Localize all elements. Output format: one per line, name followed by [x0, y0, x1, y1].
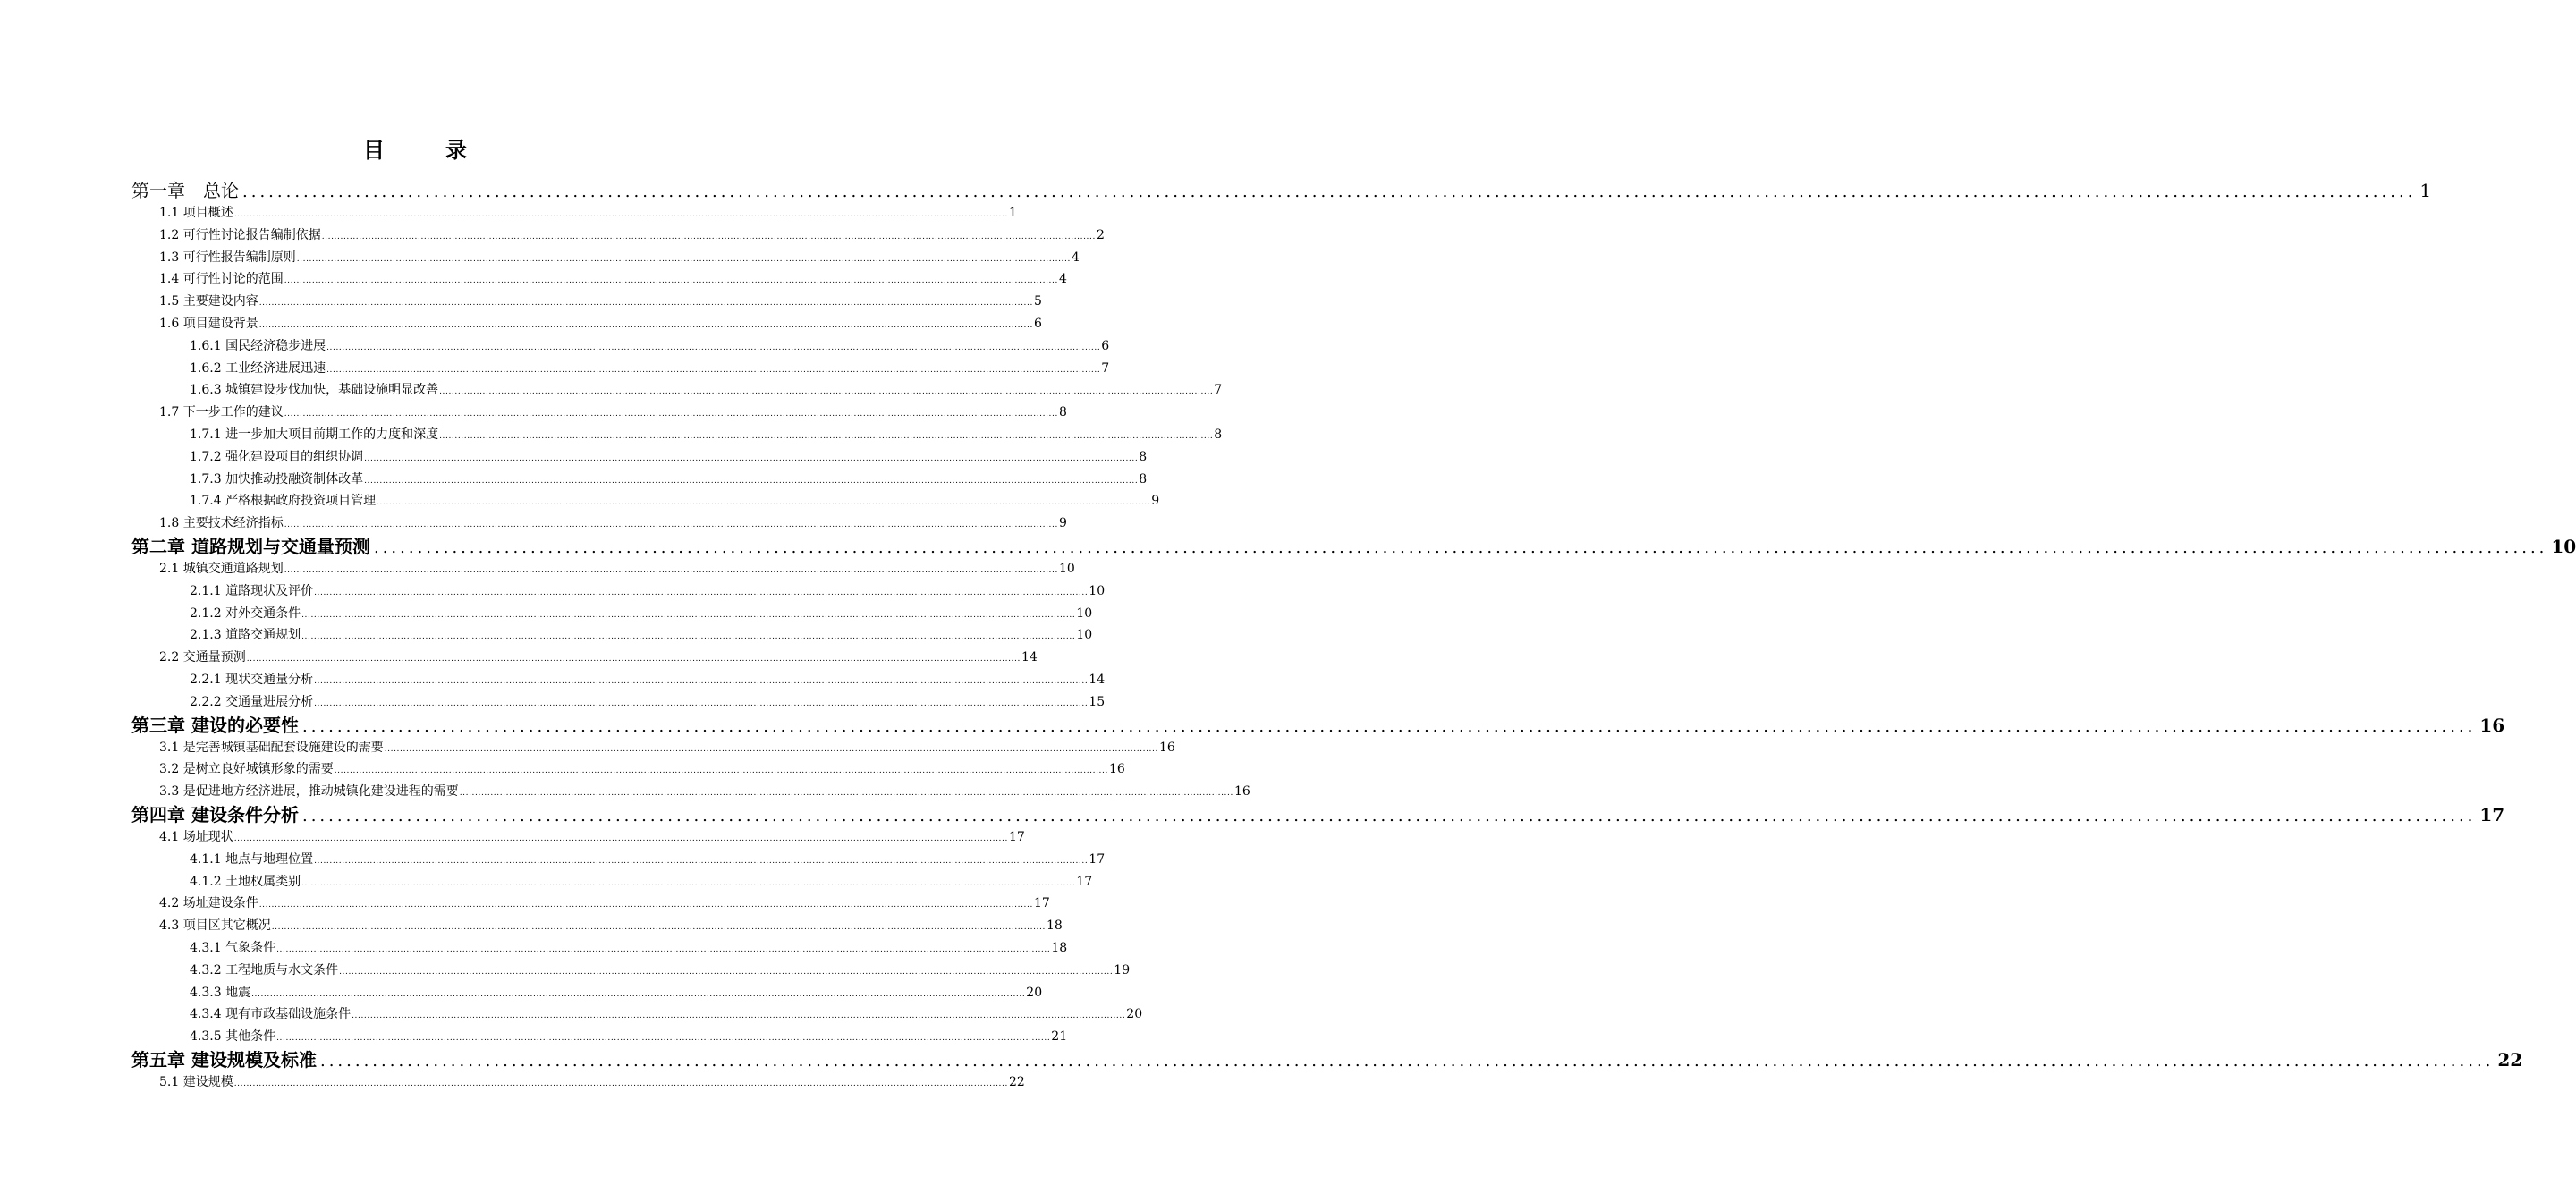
toc-entry[interactable]: [0, 424, 1223, 446]
toc-leader-dots: ..........................................................................................................................................................................................................................................................: [334, 766, 1108, 776]
toc-page-number: 17: [1089, 851, 1106, 867]
toc-entry-title: 1.2 可行性讨论报告编制依据: [159, 227, 321, 242]
toc-entry[interactable]: [0, 179, 2432, 202]
toc-page-number: 20: [1126, 1007, 1143, 1022]
toc-entry-title: 1.3 可行性报告编制原则: [159, 250, 296, 265]
toc-entry[interactable]: [0, 580, 1106, 603]
toc-title: 目 录: [363, 137, 487, 163]
toc-entry-title: 4.1.1 地点与地理位置: [190, 851, 314, 867]
toc-page-number: 2: [1096, 227, 1105, 242]
toc-page-number: 15: [1089, 694, 1106, 709]
toc-entry[interactable]: [0, 379, 1223, 402]
toc-leader-dots: ..........................................................................................................................................................................................................................................................: [284, 410, 1058, 419]
toc-entry-title: 第二章 道路规划与交通量预测: [131, 535, 370, 557]
toc-entry[interactable]: [0, 960, 1131, 982]
toc-entry[interactable]: [0, 535, 2576, 558]
toc-entry[interactable]: [0, 781, 1250, 803]
toc-entry[interactable]: [0, 512, 1067, 535]
toc-entry[interactable]: [0, 1048, 2523, 1071]
toc-leader-dots: ..........................................................................................................................................................................................................................................................: [233, 1079, 1008, 1088]
toc-leader-dots: ..........................................................................................................................................................................................................................................................: [384, 744, 1158, 754]
toc-entry[interactable]: [0, 714, 2505, 737]
toc-leader-dots: ..........................................................................................................................................................................................................................................................: [373, 538, 2548, 557]
toc-leader-dots: ..........................................................................................................................................................................................................................................................: [242, 182, 2417, 201]
toc-entry-title: 2.2 交通量预测: [159, 650, 246, 665]
toc-leader-dots: ..........................................................................................................................................................................................................................................................: [301, 610, 1076, 620]
toc-entry-title: 3.1 是完善城镇基础配套设施建设的需要: [159, 740, 384, 755]
toc-entry-title: 第四章 建设条件分析: [131, 803, 299, 825]
toc-leader-dots: ..........................................................................................................................................................................................................................................................: [364, 453, 1139, 463]
toc-leader-dots: ..........................................................................................................................................................................................................................................................: [439, 431, 1214, 441]
toc-page-number: 16: [2479, 714, 2505, 736]
toc-entry[interactable]: [0, 1003, 1143, 1026]
table-of-contents: [0, 179, 2576, 1094]
toc-page-number: 9: [1058, 516, 1067, 531]
toc-entry-title: 2.1 城镇交通道路规划: [159, 561, 284, 576]
toc-entry[interactable]: [0, 335, 1110, 358]
toc-entry[interactable]: [0, 937, 1068, 960]
toc-entry[interactable]: [0, 826, 1025, 849]
toc-page-number: 7: [1214, 383, 1223, 398]
toc-page-number: 18: [1051, 940, 1068, 955]
toc-entry-title: 4.3.3 地震: [190, 985, 251, 1000]
toc-entry[interactable]: [0, 871, 1093, 893]
toc-leader-dots: ..........................................................................................................................................................................................................................................................: [284, 565, 1058, 575]
toc-entry[interactable]: [0, 647, 1038, 669]
toc-entry[interactable]: [0, 737, 1175, 759]
toc-page-number: 19: [1114, 962, 1131, 978]
toc-page-number: 8: [1214, 427, 1223, 442]
toc-page-number: 10: [2551, 535, 2576, 557]
toc-entry-title: 1.1 项目概述: [159, 206, 233, 220]
toc-leader-dots: ..........................................................................................................................................................................................................................................................: [233, 834, 1008, 843]
toc-leader-dots: ..........................................................................................................................................................................................................................................................: [326, 365, 1101, 375]
toc-page-number: 21: [1051, 1029, 1068, 1045]
toc-entry[interactable]: [0, 982, 1043, 1004]
toc-leader-dots: ..........................................................................................................................................................................................................................................................: [314, 676, 1089, 686]
toc-leader-dots: ..........................................................................................................................................................................................................................................................: [271, 923, 1046, 933]
toc-leader-dots: ..........................................................................................................................................................................................................................................................: [301, 806, 2477, 825]
toc-leader-dots: ..........................................................................................................................................................................................................................................................: [377, 498, 1151, 508]
toc-leader-dots: ..........................................................................................................................................................................................................................................................: [246, 655, 1021, 664]
toc-entry-title: 4.3.1 气象条件: [190, 940, 276, 955]
toc-entry-title: 1.7 下一步工作的建议: [159, 405, 284, 420]
toc-leader-dots: ..........................................................................................................................................................................................................................................................: [251, 989, 1026, 999]
toc-page-number: 17: [1076, 874, 1093, 889]
toc-entry[interactable]: [0, 558, 1075, 580]
toc-page-number: 14: [1089, 672, 1106, 687]
toc-leader-dots: ..........................................................................................................................................................................................................................................................: [258, 299, 1033, 309]
toc-entry-title: 4.3 项目区其它概况: [159, 918, 271, 934]
toc-page-number: 8: [1139, 449, 1148, 464]
toc-leader-dots: ..........................................................................................................................................................................................................................................................: [314, 588, 1089, 597]
toc-entry-title: 2.1.1 道路现状及评价: [190, 583, 314, 598]
toc-leader-dots: ..........................................................................................................................................................................................................................................................: [314, 856, 1089, 866]
toc-leader-dots: ..........................................................................................................................................................................................................................................................: [439, 387, 1214, 397]
toc-leader-dots: ..........................................................................................................................................................................................................................................................: [459, 789, 1233, 799]
toc-entry-title: 4.2 场址建设条件: [159, 896, 258, 911]
toc-entry[interactable]: [0, 1026, 1068, 1048]
toc-page-number: 4: [1058, 272, 1067, 287]
toc-leader-dots: ..........................................................................................................................................................................................................................................................: [276, 1034, 1051, 1044]
toc-entry[interactable]: [0, 603, 1093, 625]
toc-entry-title: 1.4 可行性讨论的范围: [159, 272, 284, 287]
toc-entry-title: 1.7.4 严格根据政府投资项目管理: [190, 494, 377, 509]
toc-page-number: 1: [2419, 180, 2432, 201]
toc-page-number: 6: [1033, 316, 1042, 331]
toc-entry-title: 第五章 建设规模及标准: [131, 1048, 317, 1071]
toc-leader-dots: ..........................................................................................................................................................................................................................................................: [352, 1012, 1126, 1021]
toc-page-number: 8: [1139, 471, 1148, 487]
toc-entry[interactable]: [0, 758, 1125, 781]
toc-entry[interactable]: [0, 893, 1050, 915]
toc-entry-title: 1.6.2 工业经济进展迅速: [190, 360, 326, 376]
toc-page-number: 22: [1008, 1074, 1025, 1089]
toc-entry[interactable]: [0, 691, 1106, 714]
toc-page-number: 16: [1158, 740, 1175, 755]
toc-entry-title: 2.2.2 交通量进展分析: [190, 694, 314, 709]
toc-entry-title: 2.2.1 现状交通量分析: [190, 672, 314, 687]
toc-leader-dots: ..........................................................................................................................................................................................................................................................: [301, 716, 2477, 736]
toc-entry[interactable]: [0, 803, 2505, 826]
toc-page-number: 10: [1089, 583, 1106, 598]
toc-entry[interactable]: [0, 849, 1106, 871]
toc-page-number: 5: [1033, 294, 1042, 309]
toc-leader-dots: ..........................................................................................................................................................................................................................................................: [364, 476, 1139, 486]
toc-page-number: 17: [1008, 829, 1025, 844]
toc-entry[interactable]: [0, 446, 1148, 469]
toc-entry-title: 1.7.2 强化建设项目的组织协调: [190, 449, 364, 464]
toc-leader-dots: ..........................................................................................................................................................................................................................................................: [233, 210, 1008, 219]
toc-leader-dots: ..........................................................................................................................................................................................................................................................: [284, 521, 1058, 530]
toc-entry-title: 4.3.4 现有市政基础设施条件: [190, 1007, 352, 1022]
toc-entry[interactable]: [0, 224, 1105, 247]
toc-page-number: 10: [1076, 605, 1093, 621]
toc-entry[interactable]: [0, 1071, 1025, 1094]
toc-entry-title: 4.3.5 其他条件: [190, 1029, 276, 1045]
toc-page-number: 20: [1026, 985, 1043, 1000]
toc-entry[interactable]: [0, 291, 1042, 313]
toc-entry-title: 第一章 总论: [131, 180, 239, 201]
toc-entry[interactable]: [0, 624, 1093, 647]
toc-entry-title: 1.6.1 国民经济稳步进展: [190, 338, 326, 353]
toc-leader-dots: ..........................................................................................................................................................................................................................................................: [258, 320, 1033, 330]
toc-leader-dots: ..........................................................................................................................................................................................................................................................: [321, 232, 1096, 241]
toc-page-number: 17: [2479, 803, 2505, 825]
toc-entry-title: 5.1 建设规模: [159, 1074, 233, 1089]
toc-leader-dots: ..........................................................................................................................................................................................................................................................: [301, 878, 1076, 888]
toc-entry[interactable]: [0, 402, 1067, 424]
toc-entry-title: 4.1 场址现状: [159, 829, 233, 844]
toc-page-number: 8: [1058, 405, 1067, 420]
toc-leader-dots: ..........................................................................................................................................................................................................................................................: [284, 276, 1058, 286]
toc-page-number: 16: [1233, 784, 1250, 800]
toc-leader-dots: ..........................................................................................................................................................................................................................................................: [319, 1051, 2495, 1071]
toc-entry-title: 4.1.2 土地权属类别: [190, 874, 301, 889]
toc-entry-title: 1.6.3 城镇建设步伐加快，基础设施明显改善: [190, 383, 439, 398]
toc-entry[interactable]: [0, 247, 1080, 269]
toc-entry-title: 3.2 是树立良好城镇形象的需要: [159, 762, 334, 777]
toc-entry-title: 1.7.3 加快推动投融资制体改革: [190, 471, 364, 487]
toc-entry-title: 1.5 主要建设内容: [159, 294, 258, 309]
toc-leader-dots: ..........................................................................................................................................................................................................................................................: [314, 698, 1089, 708]
toc-entry[interactable]: [0, 313, 1042, 335]
toc-leader-dots: ..........................................................................................................................................................................................................................................................: [276, 944, 1051, 954]
toc-entry[interactable]: [0, 490, 1160, 512]
toc-page-number: 10: [1058, 561, 1075, 576]
toc-leader-dots: ..........................................................................................................................................................................................................................................................: [339, 967, 1114, 977]
toc-entry-title: 2.1.2 对外交通条件: [190, 605, 301, 621]
toc-entry[interactable]: [0, 268, 1067, 291]
toc-page-number: 22: [2497, 1048, 2523, 1071]
toc-page-number: 7: [1101, 360, 1110, 376]
toc-entry-title: 4.3.2 工程地质与水文条件: [190, 962, 339, 978]
toc-entry-title: 第三章 建设的必要性: [131, 714, 299, 736]
toc-entry[interactable]: [0, 202, 1017, 224]
toc-entry[interactable]: [0, 469, 1148, 491]
toc-entry-title: 2.1.3 道路交通规划: [190, 628, 301, 643]
toc-page-number: 16: [1108, 762, 1125, 777]
toc-entry[interactable]: [0, 669, 1106, 691]
toc-page-number: 9: [1151, 494, 1160, 509]
toc-page-number: 14: [1021, 650, 1038, 665]
toc-entry-title: 1.7.1 进一步加大项目前期工作的力度和深度: [190, 427, 439, 442]
toc-page-number: 6: [1101, 338, 1110, 353]
toc-page-number: 4: [1071, 250, 1080, 265]
toc-leader-dots: ..........................................................................................................................................................................................................................................................: [326, 343, 1101, 352]
toc-leader-dots: ..........................................................................................................................................................................................................................................................: [296, 254, 1071, 264]
toc-entry[interactable]: [0, 915, 1063, 937]
toc-entry-title: 1.6 项目建设背景: [159, 316, 258, 331]
toc-page-number: 17: [1033, 896, 1050, 911]
toc-entry-title: 1.8 主要技术经济指标: [159, 516, 284, 531]
toc-entry[interactable]: [0, 358, 1110, 380]
toc-entry-title: 3.3 是促进地方经济进展，推动城镇化建设进程的需要: [159, 784, 459, 800]
toc-page-number: 18: [1046, 918, 1063, 934]
toc-page-number: 1: [1008, 206, 1017, 220]
toc-leader-dots: ..........................................................................................................................................................................................................................................................: [301, 632, 1076, 642]
toc-leader-dots: ..........................................................................................................................................................................................................................................................: [258, 901, 1033, 910]
toc-page-number: 10: [1076, 628, 1093, 643]
